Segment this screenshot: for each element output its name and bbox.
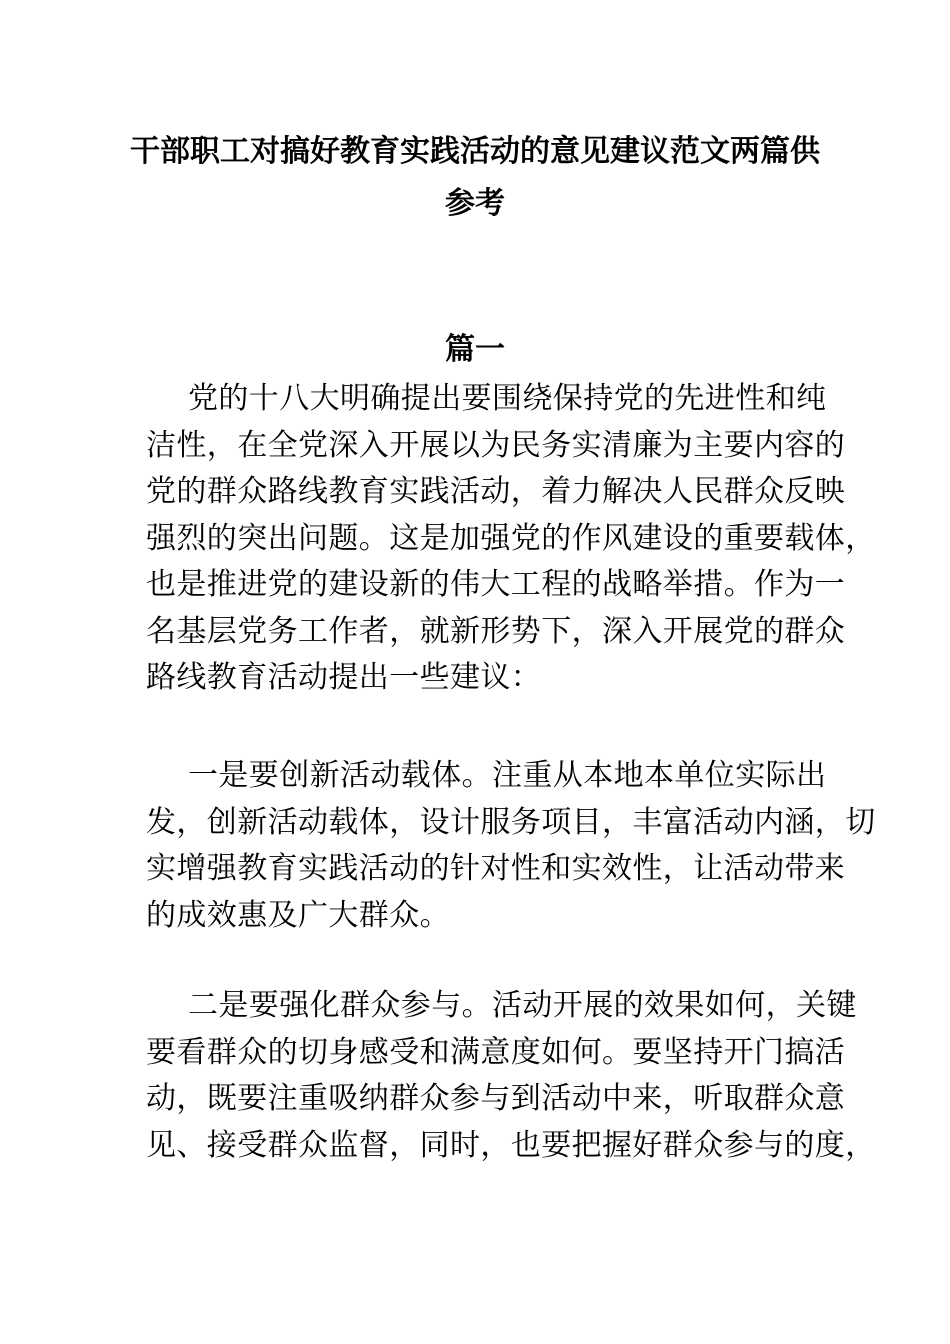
paragraph-line: 实增强教育实践活动的针对性和实效性，让活动带来 bbox=[146, 851, 846, 886]
paragraph-line: 的成效惠及广大群众。 bbox=[146, 897, 450, 933]
paragraph-line: 二是要强化群众参与。活动开展的效果如何，关键 bbox=[188, 988, 857, 1023]
paragraph-line: 动，既要注重吸纳群众参与到活动中来，听取群众意 bbox=[146, 1081, 846, 1116]
paragraph-line: 也是推进党的建设新的伟大工程的战略举措。作为一 bbox=[146, 567, 846, 602]
paragraph-line: 一是要创新活动载体。注重从本地本单位实际出 bbox=[188, 758, 827, 793]
paragraph-line: 党的十八大明确提出要围绕保持党的先进性和纯 bbox=[188, 381, 827, 416]
paragraph-line: 党的群众路线教育实践活动，着力解决人民群众反映 bbox=[146, 474, 846, 509]
paragraph-line: 名基层党务工作者，就新形势下，深入开展党的群众 bbox=[146, 613, 846, 649]
paragraph-line: 强烈的突出问题。这是加强党的作风建设的重要载体， bbox=[146, 520, 876, 556]
document-title bbox=[120, 126, 830, 230]
paragraph-line: 见、接受群众监督，同时，也要把握好群众参与的度， bbox=[146, 1127, 876, 1163]
title-line-2: 参考 bbox=[445, 186, 505, 221]
title-line-1: 干部职工对搞好教育实践活动的意见建议范文两篇供 bbox=[130, 134, 820, 169]
paragraph-1 bbox=[146, 376, 876, 702]
paragraph-line: 要看群众的切身感受和满意度如何。要坚持开门搞活 bbox=[146, 1034, 846, 1070]
paragraph-line: 洁性，在全党深入开展以为民务实清廉为主要内容的 bbox=[146, 427, 846, 463]
paragraph-line: 路线教育活动提出一些建议： bbox=[146, 660, 542, 695]
section-heading: 篇一 bbox=[445, 332, 505, 367]
paragraph-2 bbox=[146, 753, 876, 939]
paragraph-3 bbox=[146, 983, 876, 1169]
paragraph-line: 发，创新活动载体，设计服务项目，丰富活动内涵，切 bbox=[146, 804, 876, 840]
